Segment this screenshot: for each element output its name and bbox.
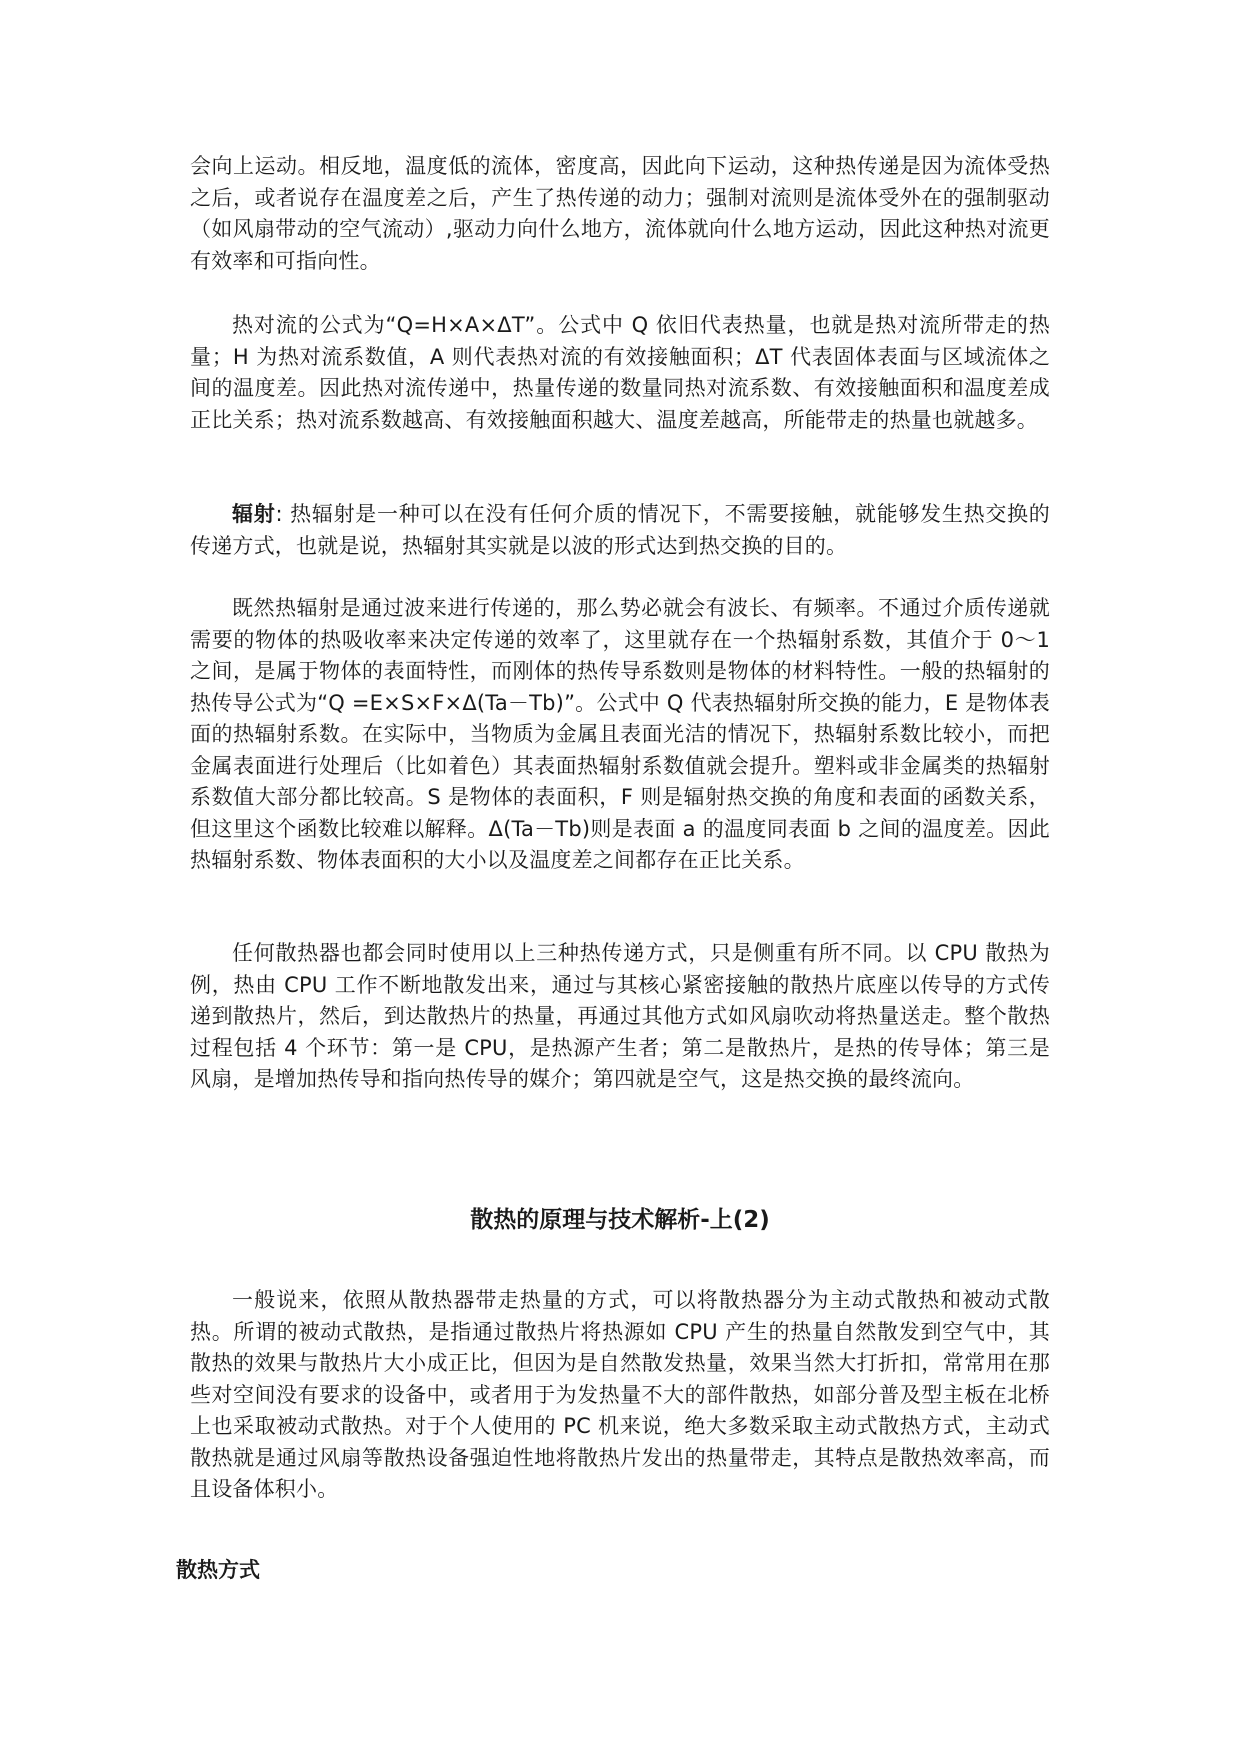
paragraph-heatsink-process: 任何散热器也都会同时使用以上三种热传递方式，只是侧重有所不同。以 CPU 散热为例，热由 CPU 工作不断地散发出来，通过与其核心紧密接触的散热片底座以传导的方式传递到散热片，然后，到达散热片的热量，再通过其他方式如风扇吹动将热量送走。整个散热过程包括 4 个环节：第一是 CPU，是热源产生者；第二是散热片，是热的传导体；第三是风扇，是增加热传导和指向热传导的媒介；第四就是空气，这是热交换的最终流向。 — [190, 941, 1050, 1091]
paragraph-radiation-formula: 既然热辐射是通过波来进行传递的，那么势必就会有波长、有频率。不通过介质传递就需要的物体的热吸收率来决定传递的效率了，这里就存在一个热辐射系数，其值介于 0～1 之间，是属于物体的表面特性，而刚体的热传导系数则是物体的材料特性。一般的热辐射的热传导公式为“Q =E×S×F×Δ(Ta－Tb)”。公式中 Q 代表热辐射所交换的能力，E 是物体表面的热辐射系数。在实际中，当物质为金属且表面光洁的情况下，热辐射系数比较小，而把金属表面进行处理后（比如着色）其表面热辐射系数值就会提升。塑料或非金属类的热辐射系数值大部分都比较高。S 是物体的表面积，F 则是辐射热交换的角度和表面的函数关系，但这里这个函数比较难以解释。Δ(Ta－Tb)则是表面 a 的温度同表面 b 之间的温度差。因此热辐射系数、物体表面积的大小以及温度差之间都存在正比关系。 — [190, 596, 1050, 872]
section-heading: 散热的原理与技术解析-上(2) — [470, 1207, 770, 1233]
paragraph-convection-formula: 热对流的公式为“Q=H×A×ΔT”。公式中 Q 依旧代表热量，也就是热对流所带走的热量；H 为热对流系数值，A 则代表热对流的有效接触面积；ΔT 代表固体表面与区域流体之间的温度差。因此热对流传递中，热量传递的数量同热对流系数、有效接触面积和温度差成正比关系；热对流系数越高、有效接触面积越大、温度差越高，所能带走的热量也就越多。 — [190, 313, 1050, 432]
section-label-cooling-methods: 散热方式 — [176, 1558, 260, 1582]
paragraph-cooling-types: 一般说来，依照从散热器带走热量的方式，可以将散热器分为主动式散热和被动式散热。所谓的被动式散热，是指通过散热片将热源如 CPU 产生的热量自然散发到空气中，其散热的效果与散热片大小成正比，但因为是自然散发热量，效果当然大打折扣，常常用在那些对空间没有要求的设备中，或者用于为发热量不大的部件散热，如部分普及型主板在北桥上也采取被动式散热。对于个人使用的 PC 机来说，绝大多数采取主动式散热方式，主动式散热就是通过风扇等散热设备强迫性地将散热片发出的热量带走，其特点是散热效率高，而且设备体积小。 — [190, 1288, 1050, 1501]
radiation-text: : 热辐射是一种可以在没有任何介质的情况下，不需要接触，就能够发生热交换的传递方式，也就是说，热辐射其实就是以波的形式达到热交换的目的。 — [190, 502, 1050, 558]
paragraph-convection-intro: 会向上运动。相反地，温度低的流体，密度高，因此向下运动，这种热传递是因为流体受热之后，或者说存在温度差之后，产生了热传递的动力；强制对流则是流体受外在的强制驱动（如风扇带动的空气流动）,驱动力向什么地方，流体就向什么地方运动，因此这种热对流更有效率和可指向性。 — [190, 154, 1050, 273]
radiation-lead-term: 辐射 — [232, 502, 276, 526]
paragraph-radiation — [190, 499, 1050, 562]
